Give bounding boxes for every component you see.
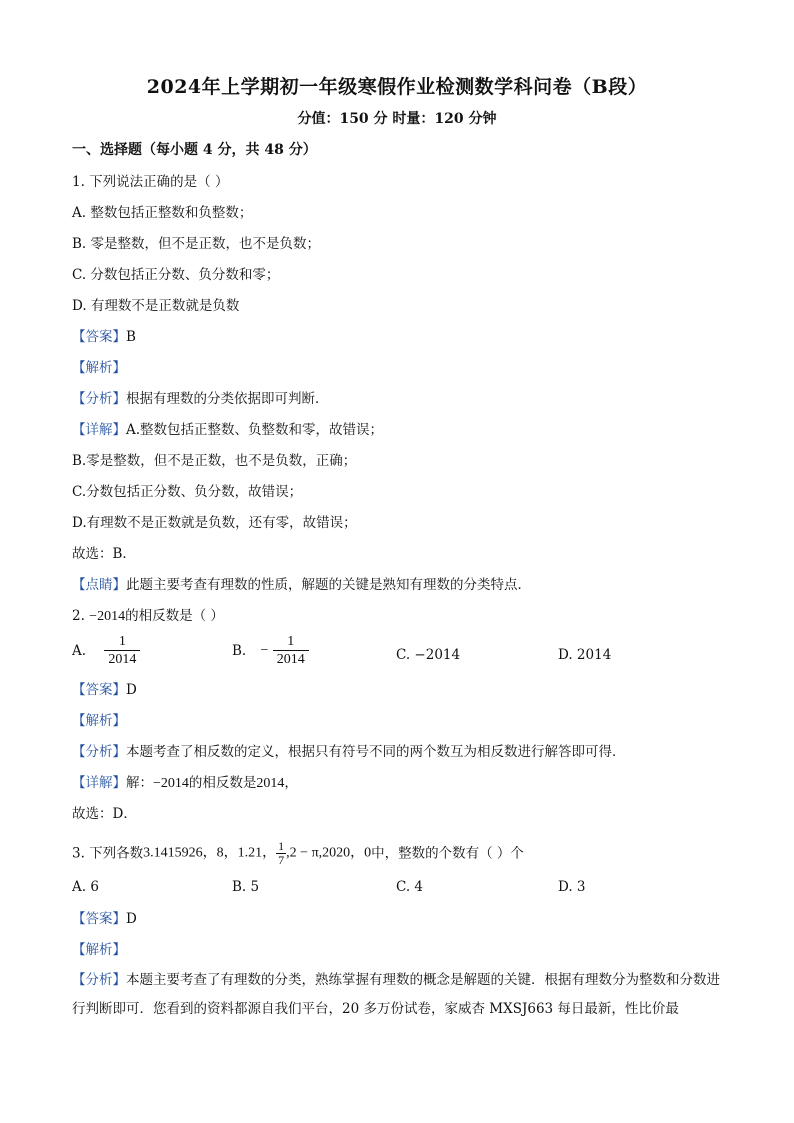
q1-detail-line-3: C.分数包括正分数、负分数，故错误； [72,484,303,500]
q2-option-d: D. 2014 [558,647,612,663]
q3-stem-numbers: 3.1415926，8，1.21， [143,845,277,861]
dianjing-tag: 【点睛】 [72,577,126,593]
fraction-denominator: 7 [278,853,285,867]
q2-option-a-label: A. [72,643,87,659]
q2-option-a-fraction [104,634,140,668]
fenxi-tag: 【分析】 [72,744,126,760]
q1-option-a: A. 整数包括正整数和负整数； [72,205,253,221]
q3-answer-row [72,909,137,929]
q2-answer: D [126,682,137,698]
q1-choose: 故选：B． [72,546,136,562]
q2-option-b-fraction [273,634,309,668]
q2-option-a [72,634,140,668]
q2-stem-value: −2014 [89,609,126,624]
q3-stem [72,838,524,869]
q2-analysis-tag [72,711,126,731]
q1-detail-line-2: B.零是整数，但不是正数，也不是负数，正确； [72,453,357,469]
fraction-numerator: 1 [287,634,295,649]
q2-detail-value-a: −2014 [153,776,189,791]
page-title: 2024年上学期初一年级寒假作业检测数学科问卷（B段） [146,76,648,98]
answer-tag: 【答案】 [72,911,126,927]
fenxi-tag: 【分析】 [72,391,126,407]
q1-stem: 1. 下列说法正确的是（ ） [72,174,229,190]
fraction-denominator: 2014 [273,650,309,668]
q3-stem-suffix: 中，整数的个数有（ ）个 [371,845,524,862]
page-subtitle: 分值：150 分 时量：120 分钟 [297,111,497,127]
q2-stem-number: 2. [72,608,90,624]
q1-detail-row [72,420,383,440]
q1-detail-line-4: D.有理数不是正数就是负数，还有零，故错误； [72,515,357,531]
q3-stem-prefix: 3. 下列各数 [72,845,144,862]
fraction-numerator: 1 [118,634,126,649]
q1-dianjing: 此题主要考查有理数的性质，解题的关键是熟知有理数的分类特点． [126,577,531,593]
q3-option-a: A. 6 [72,879,99,895]
q1-option-b: B. 零是整数，但不是正数，也不是负数； [72,236,321,252]
q1-answer: B [126,329,136,345]
q3-option-d: D. 3 [558,879,586,895]
fenxi-tag: 【分析】 [72,972,126,988]
q1-detail-line-1: A.整数包括正整数、负整数和零，故错误； [126,422,384,438]
q3-stem-fraction [276,840,286,867]
q2-fenxi: 本题考查了相反数的定义，根据只有符号不同的两个数互为相反数进行解答即可得． [126,744,626,760]
analysis-tag: 【解析】 [72,942,126,958]
q3-option-c: C. 4 [396,879,424,895]
q1-answer-row [72,327,136,347]
q2-stem-text: 的相反数是（ ） [125,608,224,624]
q2-fenxi-row [72,742,626,762]
q3-fenxi: 本题主要考查了有理数的分类，熟练掌握有理数的概念是解题的关键．根据有理数分为整数和分数进行判断即可．您看到的资料都源自我们平台，20 多万份试卷，家威杏 MXSJ663 每日最新，性比价最 [72,972,720,1017]
q1-option-d: D. 有理数不是正数就是负数 [72,298,240,314]
q2-option-b [232,634,309,668]
q3-fenxi-row [72,966,722,1024]
analysis-tag: 【解析】 [72,360,126,376]
fraction-numerator: 1 [278,839,285,853]
q2-answer-row [72,680,137,700]
q2-option-c: C. −2014 [396,647,461,663]
q2-stem [72,606,224,627]
q3-answer: D [126,911,137,927]
q1-dianjing-row [72,575,531,595]
q3-option-b: B. 5 [232,879,260,895]
answer-tag: 【答案】 [72,329,126,345]
q2-choose: 故选：D． [72,806,137,822]
q2-option-b-label: B. [232,643,247,659]
q2-detail-middle: 的相反数是 [188,775,257,791]
q1-option-c: C. 分数包括正分数、负分数和零； [72,267,280,283]
q2-detail-suffix: ， [284,775,298,791]
q3-stem-numbers-2: ,2 − π,2020，0 [286,845,372,861]
q1-fenxi: 根据有理数的分类依据即可判断． [126,391,329,407]
q2-option-b-sign: − [260,643,269,658]
q2-detail-row [72,773,298,794]
analysis-tag: 【解析】 [72,713,126,729]
q2-detail-prefix: 解： [126,775,153,791]
fraction-denominator: 2014 [104,650,140,668]
detail-tag: 【详解】 [72,422,126,438]
q2-detail-value-b: 2014 [256,776,285,791]
detail-tag: 【详解】 [72,775,126,791]
section-heading: 一、选择题（每小题 4 分，共 48 分） [72,142,317,158]
q1-analysis-tag [72,358,126,378]
q3-analysis-tag [72,940,126,960]
q1-fenxi-row [72,389,329,409]
answer-tag: 【答案】 [72,682,126,698]
